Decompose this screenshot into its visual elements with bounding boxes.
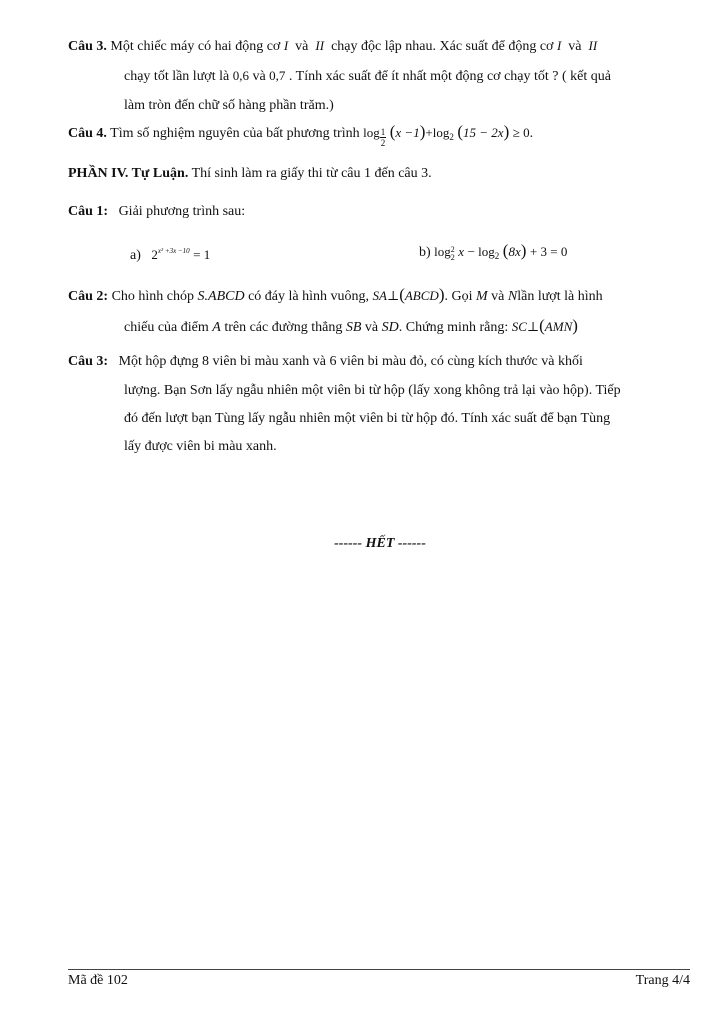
- e2-text-f: trên các đường thẳng: [224, 320, 343, 335]
- q3-and-3: và: [252, 69, 266, 84]
- e1-b-log-indices: [451, 246, 455, 262]
- q4-end: .: [529, 126, 534, 141]
- e2-and-2: và: [364, 320, 379, 335]
- q3-sym-ii: II: [315, 38, 325, 53]
- q3-line-3: [124, 96, 334, 116]
- e1-label: Câu 1:: [68, 204, 109, 219]
- e2-sa: SA: [372, 288, 387, 303]
- e1-a-label: a): [130, 248, 141, 263]
- q4-paren-open-2: (: [457, 122, 464, 141]
- e3-line-2: [124, 381, 621, 401]
- e3-line-4: [124, 437, 277, 457]
- q4-label: Câu 4.: [68, 126, 107, 141]
- q4-log-2: log: [432, 125, 450, 140]
- e2-perp-2: ⊥: [526, 319, 540, 334]
- e1-b-sup: 2: [450, 245, 455, 254]
- q3-text-b: chạy độc lập nhau. Xác suất để động cơ: [331, 39, 554, 54]
- e2-sb: SB: [345, 320, 362, 335]
- e2-label: Câu 2:: [68, 289, 109, 304]
- e2-sc: SC: [511, 319, 527, 334]
- footer-exam-code: Mã đề 102: [68, 973, 128, 988]
- q3-label: Câu 3.: [68, 39, 107, 54]
- q3-line-2: [124, 66, 611, 87]
- q3-text-d: . Tính xác suất để ít nhất một động cơ chạy tốt ? ( kết quả: [288, 69, 611, 84]
- e1-a-rhs: = 1: [193, 247, 211, 262]
- e1-part-a: [130, 241, 210, 266]
- e2-plane-2: AMN: [544, 319, 573, 334]
- e2-text-e: chiếu của điểm: [124, 320, 209, 335]
- e2-n: N: [507, 289, 518, 304]
- e2-line-2: [124, 316, 578, 338]
- e2-text-d: lần lượt là hình: [517, 289, 603, 304]
- q3-text-c: chạy tốt lần lượt là: [124, 69, 230, 84]
- e2-paren-close-2: ): [572, 316, 578, 335]
- part4-heading: [68, 164, 432, 184]
- footer-page-number: Trang 4/4: [635, 973, 690, 988]
- e1-a-base: 2: [151, 247, 158, 262]
- e1-b-x: x: [458, 244, 465, 259]
- e3-text-3: đó đến lượt bạn Tùng lấy ngẫu nhiên một viên bi từ hộp đó. Tính xác suất để bạn Tùng: [124, 411, 611, 426]
- e3-text-1: Một hộp đựng 8 viên bi màu xanh và 6 viên bi màu đỏ, có cùng kích thước và khối: [118, 354, 583, 369]
- e1-part-b: [419, 241, 567, 266]
- e2-and: và: [491, 289, 505, 304]
- e2-text-b: có đáy là hình vuông,: [248, 289, 369, 304]
- e1-b-minus-log: − log: [467, 244, 495, 259]
- e2-paren-open-1: (: [399, 285, 405, 304]
- e2-m: M: [475, 289, 488, 304]
- e2-a: A: [212, 320, 221, 335]
- e3-line-1: [68, 352, 583, 372]
- q4-paren-close-1: ): [419, 122, 426, 141]
- q3-and-1: và: [295, 39, 309, 54]
- e1-b-arg: 8x: [508, 244, 521, 259]
- e1-text: Giải phương trình sau:: [118, 204, 246, 219]
- e2-pyramid: S.ABCD: [197, 289, 245, 304]
- e2-text-c: . Gọi: [444, 289, 473, 304]
- e2-plane-1: ABCD: [404, 288, 439, 303]
- e2-line-1: [68, 285, 603, 307]
- q4-plus: +: [425, 125, 433, 140]
- e2-text-a: Cho hình chóp: [111, 289, 195, 304]
- footer-divider: [68, 969, 690, 970]
- e2-perp-1: ⊥: [386, 288, 400, 303]
- e1-b-label: b): [419, 245, 431, 260]
- e2-sd: SD: [381, 320, 399, 335]
- q4-inequality-tail: ≥ 0: [512, 125, 530, 140]
- q3-text-a: Một chiếc máy có hai động cơ: [110, 39, 281, 54]
- q4-arg-1: x −1: [395, 125, 420, 140]
- e2-paren-open-2: (: [539, 316, 545, 335]
- e3-label: Câu 3:: [68, 354, 109, 369]
- part4-instruction: Thí sinh làm ra giấy thi từ câu 1 đến câu 3.: [191, 166, 432, 181]
- e1-b-rhs: + 3 = 0: [529, 244, 568, 259]
- q4-log-2-base: 2: [449, 132, 454, 142]
- e1-b-sub: 2: [450, 253, 455, 262]
- q4-paren-close-2: ): [503, 122, 510, 141]
- q4-line: [68, 122, 533, 148]
- e1-line: [68, 202, 245, 222]
- e1-b-paren-close: ): [520, 241, 527, 260]
- part4-title: PHẦN IV. Tự Luận.: [68, 166, 189, 181]
- e3-text-2: lượng. Bạn Sơn lấy ngẫu nhiên một viên bi từ hộp (lấy xong không trả lại vào hộp). Tiếp: [124, 383, 621, 398]
- e2-text-g: . Chứng minh rằng:: [398, 320, 509, 335]
- q3-text-e: làm tròn đến chữ số hàng phần trăm.): [124, 98, 334, 113]
- q4-log-1: log: [363, 125, 380, 140]
- q3-line-1: [68, 36, 597, 57]
- e1-b-paren-open: (: [502, 241, 509, 260]
- q3-sym-i: I: [283, 38, 289, 53]
- q4-text: Tìm số nghiệm nguyên của bất phương trình: [110, 126, 360, 141]
- e1-b-log: log: [434, 244, 451, 259]
- end-marker: ------ HẾT ------: [334, 536, 426, 551]
- q4-paren-open-1: (: [389, 122, 396, 141]
- q4-base-num: 1: [380, 127, 386, 137]
- q4-log-base-fraction: [380, 127, 387, 148]
- q4-arg-2: 15 − 2x: [463, 125, 504, 140]
- e3-line-3: [124, 409, 610, 429]
- q3-and-2: và: [568, 39, 582, 54]
- q3-prob-2: 0,7: [269, 68, 286, 83]
- e3-text-4: lấy được viên bi màu xanh.: [124, 439, 277, 454]
- q3-sym-i-2: I: [556, 38, 562, 53]
- e1-a-exponent: x² +3x −10: [157, 247, 190, 255]
- e2-paren-close-1: ): [438, 285, 445, 304]
- e1-b-sub-2: 2: [494, 251, 500, 261]
- q4-base-den: 2: [380, 138, 386, 148]
- q3-sym-ii-2: II: [588, 38, 598, 53]
- q3-prob-1: 0,6: [232, 68, 249, 83]
